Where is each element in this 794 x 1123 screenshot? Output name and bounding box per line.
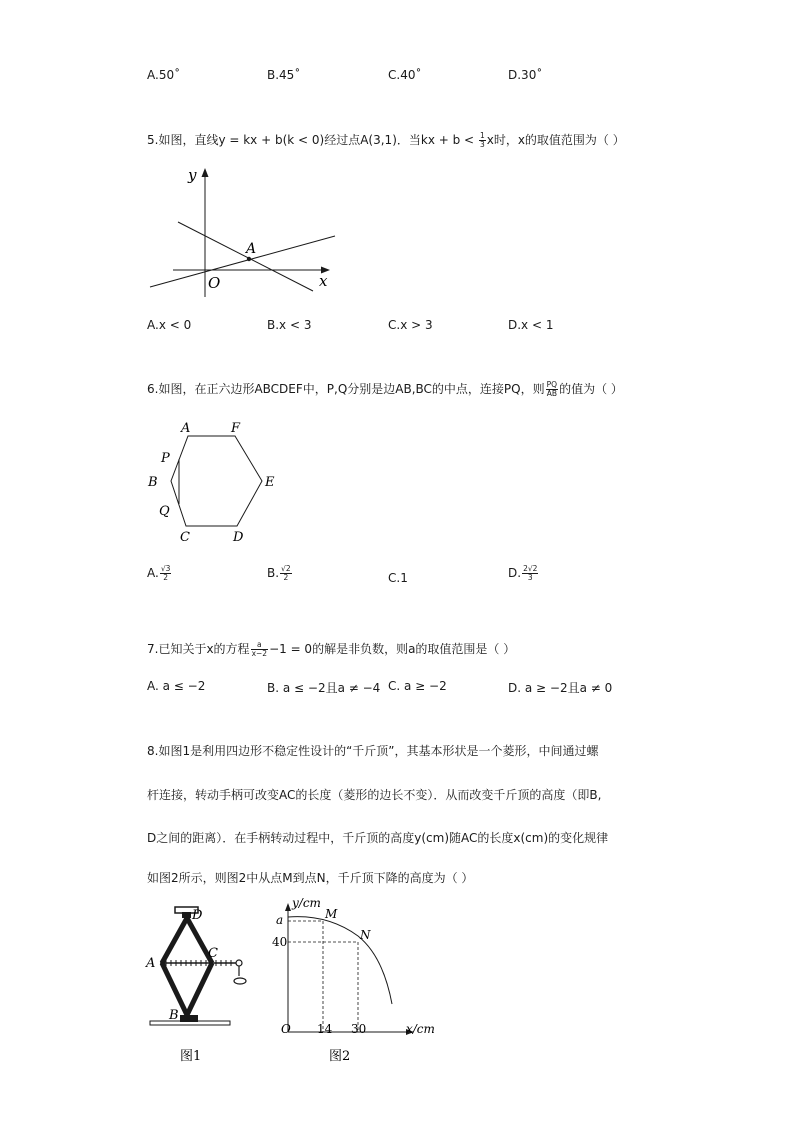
q6-option-a-num: √3 [160,564,171,573]
q8-line-3: D之间的距离）．在手柄转动过程中，千斤顶的高度y(cm)随AC的长度x(cm)的变化规律 [147,831,609,845]
fig1-label-d: D [192,908,203,923]
handle-ring [236,960,242,966]
q7-fraction [251,641,269,658]
fig1-label-b: B [169,1008,179,1023]
q6-option-a[interactable] [147,565,172,582]
q6-option-d[interactable] [508,565,539,582]
y-axis-label: y [188,166,197,184]
point-a-label: A [246,241,257,257]
origin-label: O [208,274,221,292]
q5-stem-suffix: x时，x的取值范围为（ ） [486,133,625,147]
q4-option-a[interactable]: A.50˚ [147,68,181,82]
q6-frac-den: AB [546,389,557,398]
q8-line-2: 杆连接，转动手柄可改变AC的长度（菱形的边长不变）．从而改变千斤顶的高度（即B, [147,788,602,802]
fig2-y-axis-arrow [285,903,291,911]
q5-frac-num: 1 [479,131,485,140]
q4-option-b[interactable]: B.45˚ [267,68,301,82]
q6-option-d-num: 2√2 [523,564,538,573]
q6-stem [147,381,623,398]
q5-option-d[interactable]: D.x < 1 [508,318,554,332]
q6-option-b-den: 2 [283,573,289,582]
x-axis-label: x [319,272,328,290]
q5-stem [147,132,625,149]
point-p-label: P [161,451,170,466]
q6-option-b-num: √2 [281,564,291,573]
q6-option-c-prefix: C.1 [388,571,408,585]
vertex-c-label: C [180,530,190,545]
vertex-f-label: F [231,421,241,436]
q7-option-b[interactable]: B. a ≤ −2且a ≠ −4 [267,681,381,695]
fig2-tick-14: 14 [317,1022,333,1036]
arm-cb [187,963,212,1015]
q4-option-d[interactable]: D.30˚ [508,68,543,82]
fig2-m-label: M [325,907,338,921]
q5-frac-den: 3 [479,140,485,149]
vertex-b-label: B [148,475,158,490]
q6-fraction [546,381,558,398]
q5-fraction [479,132,486,149]
q8-figure2-graph [268,896,443,1068]
q5-option-a[interactable]: A.x < 0 [147,318,192,332]
q6-stem-suffix: 的值为（ ） [559,382,623,396]
jack-base-block [180,1015,198,1022]
q6-stem-prefix: 6.如图，在正六边形ABCDEF中，P,Q分别是边AB,BC的中点，连接PQ，则 [147,382,545,396]
line-increasing [150,236,335,287]
y-axis-arrow [202,168,209,177]
fig2-x-label: x/cm [406,1022,435,1036]
q6-option-a-den: 2 [163,573,168,582]
arm-da [162,918,187,963]
fig2-a-label: a [276,913,284,927]
point-a [247,257,251,261]
fig2-curve [288,917,392,1004]
q6-option-b-prefix: B. [267,566,280,580]
fig2-y-label: y/cm [292,896,321,910]
q8-figure1-jack [140,903,250,1068]
q8-line-1: 8.如图1是利用四边形不稳定性设计的“千斤顶”，其基本形状是一个菱形，中间通过螺 [147,744,599,758]
q6-option-d-prefix: D. [508,566,522,580]
fig1-caption: 图1 [180,1049,202,1064]
q5-stem-prefix: 5.如图，直线y = kx + b(k < 0)经过点A(3,1)．当kx + b < [147,133,475,147]
fig1-label-c: C [208,946,218,961]
q6-option-a-prefix: A. [147,566,159,580]
q6-frac-num: PQ [546,380,558,389]
q7-frac-num: a [251,641,269,650]
q6-option-d-den: 3 [527,573,533,582]
q5-figure-graph [145,165,345,300]
q8-line-4: 如图2所示，则图2中从点M到点N，千斤顶下降的高度为（ ） [147,871,474,885]
handle-grip [234,978,246,984]
q7-stem-suffix: −1 = 0的解是非负数，则a的取值范围是（ ） [269,642,516,656]
fig2-tick-30: 30 [351,1022,367,1036]
q5-option-c[interactable]: C.x > 3 [388,318,433,332]
q7-stem [147,641,515,658]
jack-top-block [182,912,191,918]
fig2-40-label: 40 [272,935,288,949]
q6-option-c[interactable] [388,571,408,585]
fig2-origin-label: O [281,1022,291,1036]
q6-option-b[interactable] [267,565,293,582]
q7-option-a[interactable]: A. a ≤ −2 [147,679,206,693]
q6-figure-hexagon [143,418,283,546]
hexagon-abcdef [171,436,262,526]
fig1-label-a: A [146,956,156,971]
vertex-a-label: A [181,421,191,436]
vertex-d-label: D [233,530,244,545]
q7-stem-prefix: 7.已知关于x的方程 [147,642,250,656]
q7-option-c[interactable]: C. a ≥ −2 [388,679,447,693]
q5-option-b[interactable]: B.x < 3 [267,318,312,332]
q7-option-d[interactable]: D. a ≥ −2且a ≠ 0 [508,681,613,695]
q4-option-c[interactable]: C.40˚ [388,68,422,82]
fig2-caption: 图2 [329,1049,351,1064]
point-q-label: Q [159,504,170,519]
q7-frac-den: x−2 [251,649,268,658]
fig2-n-label: N [360,928,371,942]
vertex-e-label: E [265,475,275,490]
